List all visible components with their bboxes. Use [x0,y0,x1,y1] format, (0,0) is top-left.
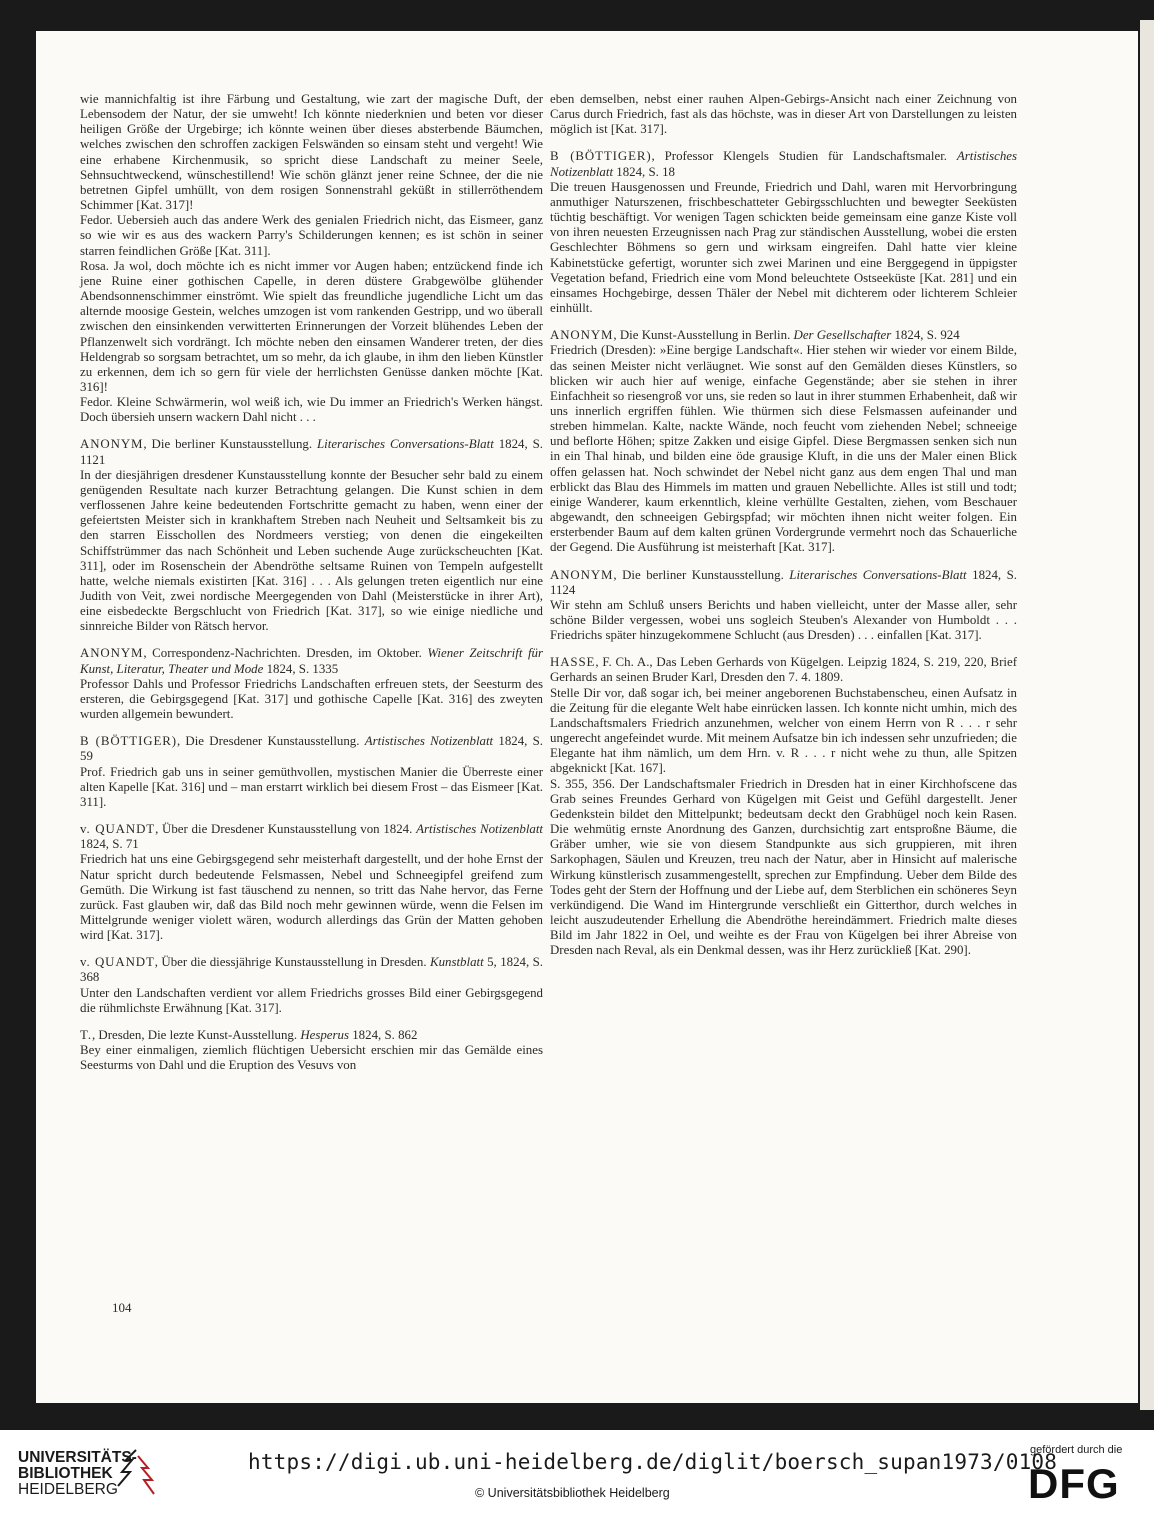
entry-heading [80,955,543,985]
entry-author: ANONYM [550,567,614,582]
entry-author: HASSE [550,655,596,670]
entry-author: ANONYM [550,328,614,343]
entry-source: Wiener Zeitschrift für Kunst, Literatur, Theater und Mode [80,646,543,676]
entry-citation: 1824, S. 1121 [80,437,543,467]
library-emblem-icon [116,1446,156,1500]
entry-author: T. [80,1027,92,1042]
entry-author: B (BÖTTIGER) [550,149,652,164]
entry-source: Literarisches Conversations-Blatt [317,437,494,452]
entry-source: Artistisches Notizenblatt [416,822,544,837]
entry-continuation [80,92,543,425]
entry-citation: 1824, S. 862 [349,1027,418,1042]
entry-title: , Dresden, Die lezte Kunst-Ausstellung. [91,1027,301,1042]
page-number: 104 [112,1300,132,1315]
bibliography-entry [80,822,543,943]
entry-citation: 1824, S. 59 [80,734,544,764]
entry-text: Prof. Friedrich gab uns in seiner gemüthvollen, mystischen Manier die Überreste einer alten Kapelle [Kat. 316] und – man erstarrt wirklich bei diesem Frost – das Eismeer [Kat. 311]. [80,764,543,809]
entry-title: , Professor Klengels Studien für Landschaftsmaler. [651,149,957,164]
entry-text: In der diesjährigen dresdener Kunstausstellung konnte der Besucher sehr bald zu einem genügenden Resultate nach kurzer Betrachtung gelangen. Die Kunst schien in dem verflossenen Jahre keine bedeutenden Fortschritte gemacht zu haben, wenn einer der gefeiertsten Meister sich in krankhaftem Streben nach Neuheit und Seltsamkeit bis zu den starren Eisschollen des Nordmeers verstieg; von denen die eingekeilten Schiffstrümmer das nach Schönheit und Leben suchende Auge zurückscheuchten [Kat. 311], oder im Rosenschein der Abendröthe seltsame Ruinen von Tempeln aufgestellt hatte, welche niemals existirten [Kat. 316] . . . Als gelungen treten eigentlich nur eine Judith von Veit, zwei nordische Meergegenden von Dahl (Meisterstücke in ihrer Art), eine eisbedeckte Bergschlucht von Friedrich [Kat. 317], so wie einige niedliche und sinnreiche Bilder von Rätsch hervor. [80,467,543,634]
entry-citation: 1824, S. 1335 [263,661,339,676]
entry-text: Bey einer einmaligen, ziemlich flüchtigen Uebersicht erschien mir das Gemälde eines Seesturms von Dahl und die Eruption des Vesuvs von [80,1043,543,1073]
bibliography-entry [80,1028,543,1073]
entry-title: , Die Dresdener Kunstausstellung. [176,734,365,749]
bibliography-entry [550,655,1017,958]
entry-source: Artistisches Notizenblatt [550,149,1017,179]
copyright-notice: © Universitätsbibliothek Heidelberg [475,1486,670,1500]
entry-continuation [550,92,1017,137]
entry-text: Friedrich (Dresden): »Eine bergige Landschaft«. Hier stehen wir wieder vor einem Bilde, das seinen Meister nicht verläugnet. Wie sonst auf den Gemälden dieses Künstlers, so blicken wir auch hier auf wenige, einfache Gegenstände; aber sie stehen in ihrer Einfachheit so riesengroß vor uns, sie reden so laut in ihrer stummen Erhabenheit, daß wir uns innerlich ergriffen fühlen. Wie thürmen sich diese Felsmassen aufeinander und streben himmelan. Kalte, nackte Wände, noch feucht vom ziehenden Nebel; schneeige und beflorte Höhen; spitze Zakken und eisige Gipfel. Diese Bergmassen senken sich nun in ein Thal hinab, und bilden eine öde grausige Kluft, in die uns der Maler einen Blick offen gelassen hat. Noch schwindet der Nebel nicht ganz aus dem engen Thal und man erblickt das Blau des Himmels im matten und grauen Nebellichte. Alles ist still und todt; einige Wanderer, kaum erkenntlich, kleine verhüllte Gestalten, ziehen, vom Beschauer abgewandt, den schneeigen Gebirgspfad; wir möchten ihnen nicht weiter folgen. Ein ersterbender Baum auf dem kalten grünen Vordergrunde vermehrt noch das Schauerliche der Gegend. Die Ausführung ist meisterhaft [Kat. 317]. [550,343,1017,555]
entry-citation: 5, 1824, S. 368 [80,955,544,985]
logo-line: UNIVERSITÄTS- [18,1449,137,1466]
bibliography-entry [550,568,1017,644]
next-page-edge [1140,20,1154,1410]
paragraph: wie mannichfaltig ist ihre Färbung und Gestaltung, wie zart der magische Duft, der Lebensodem der Natur, der sie umweht! Ich könnte niederknien und beten vor dieser heiligen Größe der Urgebirge; ich könnte weinen über dieses absterbende Bäumchen, welches zwischen den schroffen zackigen Felswänden so einsam steht und vergeht! Wie eine erhabene Kirchenmusik, so spricht diese Landschaft zu meiner Seele, Sehnsuchtweckend, wünschestillend! Wie schön glänzt jener reine Schnee, der die nie betretnen Gipfel umhüllt, von dem rosigen Sonnenstrahl geküßt in stillerröthendem Schimmer [Kat. 317]! [80,92,543,213]
entry-heading [550,568,1017,598]
bibliography-entry [550,149,1017,316]
funding-label: gefördert durch die [1030,1444,1123,1456]
entry-title: , Über die diessjährige Kunstausstellung in Dresden. [154,955,430,970]
entry-author: v. QUANDT [80,955,155,970]
paragraph: eben demselben, nebst einer rauhen Alpen-Gebirgs-Ansicht nach einer Zeichnung von Carus durch Friedrich, fast als das höchste, was in dieser Art von Darstellungen zu leisten möglich ist [Kat. 317]. [550,92,1017,137]
entry-source: Der Gesellschafter [793,328,892,343]
entry-heading [80,646,543,676]
bibliography-entry [80,646,543,722]
entry-author: ANONYM [80,437,144,452]
entry-author: v. QUANDT [80,822,156,837]
entry-source: Literarisches Conversations-Blatt [789,567,967,582]
entry-text: Die treuen Hausgenossen und Freunde, Friedrich und Dahl, waren mit Hervorbringung anmuthiger Naturszenen, frischbeschatteter Gebirgsschluchten und bewegter Seeküsten tüchtig beschäftigt. Vor wenigen Tagen schickten beide gemeinsam eine ganze Kiste voll von ihren neuesten Erzeugnissen nach Prag zur ständischen Ausstellung, wobei die ersten Geschlechter Böhmens so gern und wirksam eingreifen. Dahl hatte vier kleine Kabinetstücke gefertigt, worunter sich zwei Marinen und eine Berggegend in üppigster Vegetation befand, Friedrich eine vom Mond beleuchtete Ostseeküste [Kat. 281] und ein einsames Hochgebirge, dessen Thäler der Nebel mit dichterem oder lichterem Schleier einhüllt. [550,179,1017,316]
entry-citation: 1824, S. 18 [613,164,675,179]
bibliography-entry [80,437,543,634]
entry-text: S. 355, 356. Der Landschaftsmaler Friedrich in Dresden hat in einer Kirchhofscene das Grab seines Freundes Gerhard von Kügelgen mit Geist und Gefühl dargestellt. Jener Gedenkstein bildet den Mittelpunkt; bedeutsam deckt den Grabhügel noch kein Rasen. Die wehmütig ernste Anordnung des Ganzen, durchsichtig zart entsproßne Bäume, die Gräber umher, wie sie von diesem Standpunkte aus sich gruppieren, mit ihren Sarkophagen, Säulen und Kreuzen, treu nach der Natur, aber in Hinsicht auf malerische Wirkung künstlerisch zusammengestellt, sprechen zur Empfindung. Ueber dem Bilde des Todes geht der Stern der Hoffnung und der Liebe auf, dem Sterblichen ein schöneres Seyn verkündigend. Die Wand im Hintergrunde verschließt ein Gitterthor, durch welches in leicht auszudeutender Erhellung die Abendröthe hereindämmert. Friedrich malte dieses Bild im Jahr 1822 in Oel, und weihte es der Frau von Kügelgen bei ihrer Abreise von Dresden nach Reval, als ein Denkmal dessen, was ihr Herz zurückließ [Kat. 290]. [550,776,1017,958]
dfg-logo[interactable]: DFG [1028,1460,1120,1507]
bibliography-entry [550,328,1017,555]
logo-line: BIBLIOTHEK [18,1465,113,1482]
entry-author: ANONYM [80,646,144,661]
entry-heading [550,328,1017,343]
entry-source: Kunstblatt [429,955,484,970]
entry-title: , Die berliner Kunstausstellung. [613,567,790,582]
footer-bar [0,1430,1154,1516]
bibliography-entry [80,955,543,1016]
paragraph: Fedor. Kleine Schwärmerin, wol weiß ich, wie Du immer an Friedrich's Werken hängst. Doch übersieh unsern wackern Dahl nicht . . . [80,395,543,425]
entry-heading [80,437,543,467]
entry-title: , Die Kunst-Ausstellung in Berlin. [613,328,794,343]
left-column [80,92,543,1073]
paragraph: Fedor. Uebersieh auch das andere Werk des genialen Friedrich nicht, das Eismeer, ganz so wie wir es aus des wackern Parry's Schilderungen kennen; es ist schön in seiner starren feindlichen Größe [Kat. 311]. [80,213,543,258]
entry-title: , F. Ch. A., Das Leben Gerhards von Kügelgen. Leipzig 1824, S. 219, 220, Brief Gerhards an seinen Bruder Karl, Dresden den 7. 4. 1809. [550,655,1017,685]
entry-text: Unter den Landschaften verdient vor allem Friedrichs grosses Bild einer Gebirgsgegend die rühmlichste Erwähnung [Kat. 317]. [80,985,543,1015]
entry-author: B (BÖTTIGER) [80,734,177,749]
entry-citation: 1824, S. 924 [891,328,960,343]
paragraph: Rosa. Ja wol, doch möchte ich es nicht immer vor Augen haben; entzückend finde ich jene Ruine einer gothischen Capelle, in deren düstere Grabgewölbe glühender Abendsonnenschimmer einströmt. Wie spielt das freundliche jugendliche Licht um das alternde moosige Gestein, welches umzogen ist vom rankenden Gestripp, und wo überall zwischen den einsinkenden verwitterten Erinnerungen der Vorzeit blühendes Leben der Pflanzenwelt sich vordrängt. Ich möchte neben den einsamen Wanderer treten, der dies Heldengrab so sorgsam betrachtet, um so mehr, da ich glaube, in ihm den lieben Künstler zu erkennen, dem ich so gern für viele der herrlichsten Genüsse danken möchte [Kat. 316]! [80,258,543,394]
entry-text: Wir stehn am Schluß unsers Berichts und haben vielleicht, unter der Masse aller, sehr schöne Bilder vergessen, wobei uns sogleich Steuben's Alexander von Humboldt . . . Friedrichs später hinzugekommene Schlucht (aus Dresden) . . . einfallen [Kat. 317]. [550,597,1017,643]
entry-heading [80,734,543,764]
entry-heading [550,655,1017,685]
entry-heading [80,1028,543,1043]
entry-heading [550,149,1017,179]
entry-title: , Correspondenz-Nachrichten. Dresden, im Oktober. [143,646,428,661]
entry-text: Friedrich hat uns eine Gebirgsgegend sehr meisterhaft dargestellt, und der hohe Ernst der Natur spricht durch bedeutende Felsmassen, Nebel und Schneegipfel greifend zum Gemüth. Die Wirkung ist fast täuschend zu nennen, so tritt das Nahe hervor, das Ferne zurück. Fast glauben wir, daß das Bild noch mehr gewinnen würde, wenn die Felsen im Mittelgrunde weniger violett wären, wodurch allerdings das Grün der Matten gehoben wird [Kat. 317]. [80,852,543,943]
logo-line: HEIDELBERG [18,1481,118,1498]
entry-title: , Über die Dresdener Kunstausstellung von 1824. [155,822,417,837]
right-column [550,92,1017,958]
bibliography-entry [80,734,543,810]
entry-title: , Die berliner Kunstausstellung. [143,437,317,452]
entry-citation: 1824, S. 1124 [550,567,1017,597]
entry-citation: 1824, S. 71 [80,837,139,852]
entry-heading [80,822,543,852]
entry-text: Professor Dahls und Professor Friedrichs Landschaften erfreuen stets, der Seesturm des ersteren, die Gebirgsgegend [Kat. 317] und gothische Capelle [Kat. 316] des zweyten wurden allgemein bewundert. [80,676,543,722]
entry-source: Artistisches Notizenblatt [364,734,494,749]
entry-source: Hesperus [300,1027,350,1042]
permalink[interactable]: https://digi.ub.uni-heidelberg.de/diglit/boersch_supan1973/0108 [248,1450,1058,1474]
entry-text: Stelle Dir vor, daß sogar ich, bei meiner angeborenen Buchstabenscheu, einen Aufsatz in die Zeitung für die elegante Welt habe einrücken lassen. Ich konnte nicht umhin, mich des Landschaftsmalers Friedrich anzunehmen, welcher von einem Herrn von R . . . r sehr ungerecht angefeindet wurde. Mit meinem Aufsatze bin ich indessen sehr unzufrieden; die Elegante hat ihm nämlich, um dem Hrn. v. R . . . r nicht wehe zu thun, alle Spitzen abgeknickt [Kat. 167]. [550,685,1017,776]
